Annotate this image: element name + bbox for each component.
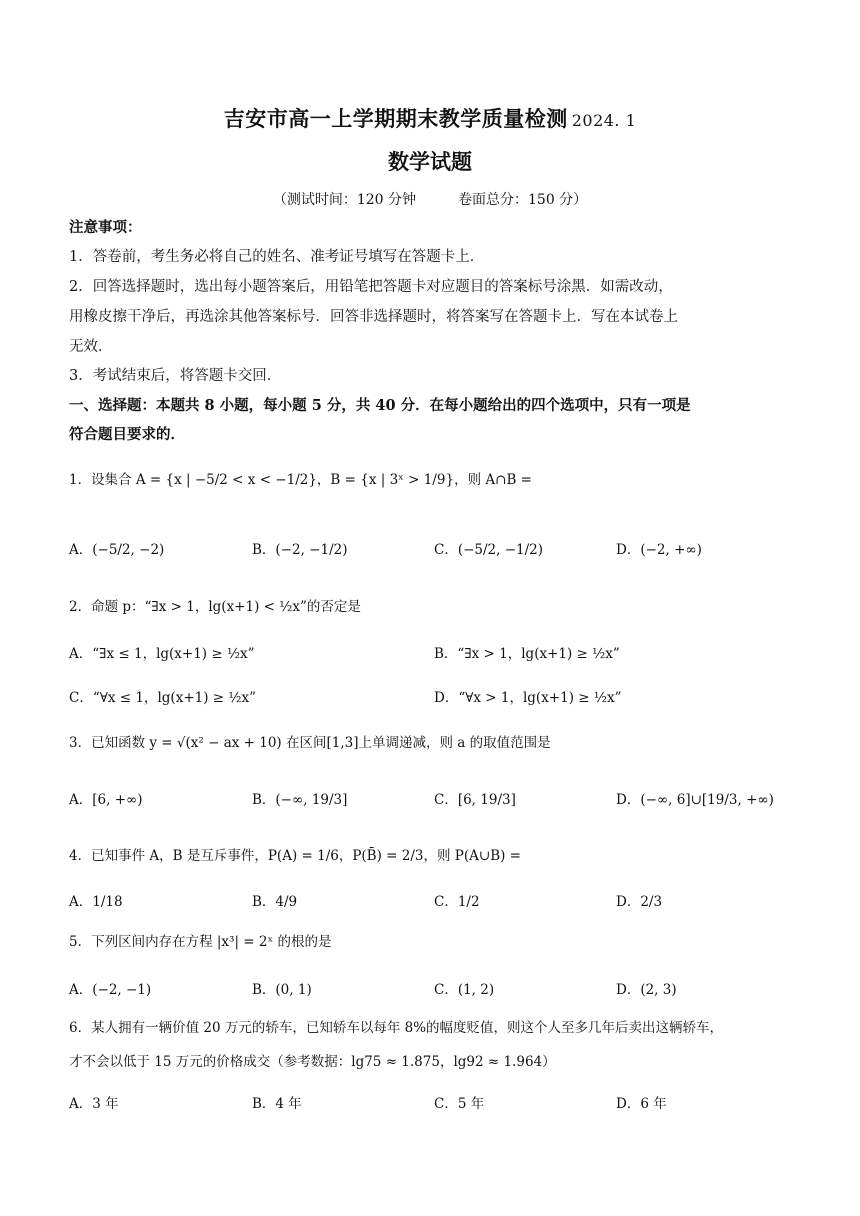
question-6-option-b: B．4 年: [252, 1096, 302, 1112]
notice-item-3: 3．考试结束后，将答题卡交回．: [69, 368, 282, 384]
question-2-option-b: B．“∃x > 1，lg(x+1) ≥ ½x”: [434, 646, 620, 662]
notice-item-1: 1．答卷前，考生务必将自己的姓名、准考证号填写在答题卡上．: [69, 249, 485, 265]
exam-score: 卷面总分：150 分）: [458, 192, 588, 208]
question-3-stem: 3．已知函数 y = √(x² − ax + 10) 在区间[1,3]上单调递减，则 a 的取值范围是: [69, 735, 551, 751]
question-1-option-a: A．(−5/2, −2): [69, 542, 165, 558]
question-6-stem: 6．某人拥有一辆价值 20 万元的轿车，已知轿车以每年 8%的幅度贬值，则这个人至多几年后卖出这辆轿车，: [69, 1020, 724, 1036]
exam-title: [0, 103, 860, 133]
question-2-option-c: C．“∀x ≤ 1，lg(x+1) ≥ ½x”: [69, 690, 256, 706]
exam-subject: 数学试题: [388, 149, 472, 174]
question-5-option-b: B．(0, 1): [252, 982, 312, 998]
question-4-option-b: B．4/9: [252, 894, 298, 910]
question-1-option-d: D．(−2, +∞): [616, 542, 702, 558]
question-6-stem-cont: 才不会以低于 15 万元的价格成交（参考数据：lg75 ≈ 1.875，lg92 ≈ 1.964）: [69, 1054, 556, 1070]
question-6-option-d: D．6 年: [616, 1096, 667, 1112]
question-1-stem: 1．设集合 A = {x | −5/2 < x < −1/2}，B = {x | 3ˣ > 1/9}，则 A∩B =: [69, 472, 532, 488]
question-3-option-b: B．(−∞, 19/3]: [252, 792, 348, 808]
question-3-option-a: A．[6, +∞): [69, 792, 143, 808]
question-6-option-a: A．3 年: [69, 1096, 119, 1112]
notice-item-2c: 无效．: [69, 339, 113, 355]
question-4-stem: 4．已知事件 A，B 是互斥事件，P(A) = 1/6，P(B̄) = 2/3，则 P(A∪B) =: [69, 848, 521, 864]
question-6-option-c: C．5 年: [434, 1096, 485, 1112]
notice-heading: 注意事项：: [69, 219, 142, 236]
section-1-heading-cont: 符合题目要求的．: [69, 426, 185, 443]
question-5-stem: 5．下列区间内存在方程 |x³| = 2ˣ 的根的是: [69, 934, 332, 950]
question-1-option-c: C．(−5/2, −1/2): [434, 542, 544, 558]
question-5-option-a: A．(−2, −1): [69, 982, 152, 998]
exam-meta: [0, 189, 860, 209]
question-5-option-c: C．(1, 2): [434, 982, 495, 998]
question-2-option-d: D．“∀x > 1，lg(x+1) ≥ ½x”: [434, 690, 622, 706]
question-1-option-b: B．(−2, −1/2): [252, 542, 348, 558]
section-1-heading: 一、选择题：本题共 8 小题，每小题 5 分，共 40 分．在每小题给出的四个选项中，只有一项是: [69, 397, 691, 414]
question-4-option-a: A．1/18: [69, 894, 123, 910]
notice-item-2a: 2．回答选择题时，选出每小题答案后，用铅笔把答题卡对应题目的答案标号涂黑．如需改动，: [69, 279, 673, 295]
exam-time: （测试时间：120 分钟: [272, 192, 416, 208]
question-2-option-a: A．“∃x ≤ 1，lg(x+1) ≥ ½x”: [69, 646, 255, 662]
question-4-option-c: C．1/2: [434, 894, 480, 910]
question-3-option-d: D．(−∞, 6]∪[19/3, +∞): [616, 792, 774, 808]
exam-title-text: 吉安市高一上学期期末教学质量检测: [223, 106, 568, 131]
question-2-stem: 2．命题 p：“∃x > 1，lg(x+1) < ½x”的否定是: [69, 599, 361, 615]
notice-item-2b: 用橡皮擦干净后，再选涂其他答案标号．回答非选择题时，将答案写在答题卡上．写在本试卷上: [69, 309, 678, 325]
question-3-option-c: C．[6, 19/3]: [434, 792, 516, 808]
question-5-option-d: D．(2, 3): [616, 982, 677, 998]
exam-year: 2024. 1: [571, 111, 637, 130]
question-4-option-d: D．2/3: [616, 894, 663, 910]
